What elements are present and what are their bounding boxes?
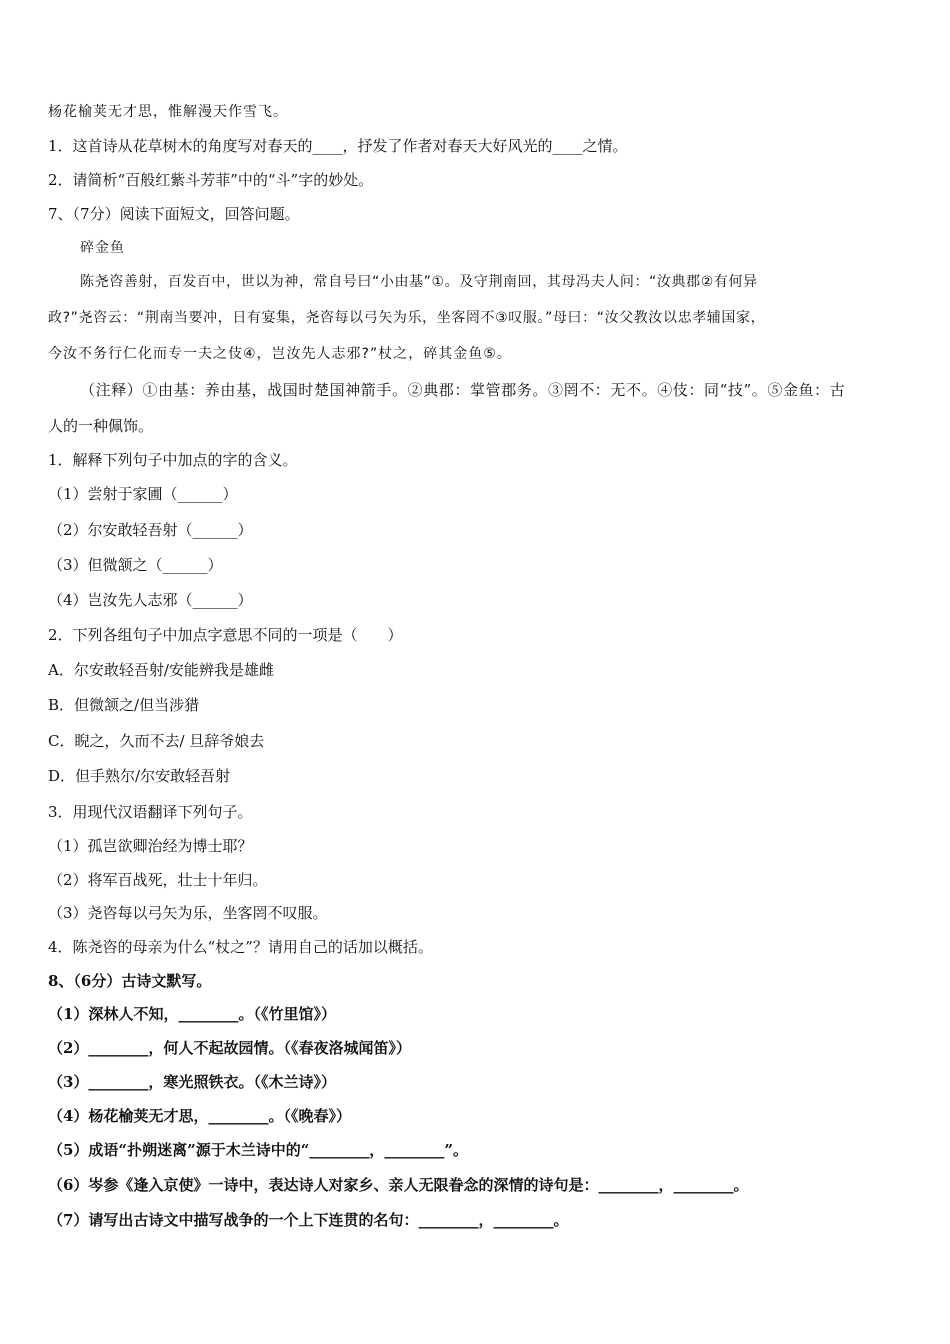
question-2: 2．请简析“百般红紫斗芳菲”中的“斗”字的妙处。	[48, 171, 374, 189]
annotation-line: 人的一种佩饰。	[48, 417, 154, 435]
recite-item: （1）深林人不知，________。（《竹里馆》）	[48, 1005, 336, 1023]
fill-item: （3）但微颔之（______）	[48, 556, 223, 574]
fill-item: （1）尝射于家圃（______）	[48, 485, 238, 503]
fill-item: （2）尔安敢轻吾射（______）	[48, 521, 253, 539]
option-c: C．睨之，久而不去/ 旦辞爷娘去	[48, 732, 265, 750]
translate-item: （1）孤岂欲卿治经为博士耶？	[48, 837, 253, 855]
recite-item: （7）请写出古诗文中描写战争的一个上下连贯的名句：________，________。	[48, 1211, 569, 1229]
poem-line: 杨花榆荚无才思，惟解漫天作雪飞。	[48, 104, 288, 120]
passage-line: 政?”尧咨云：“荆南当要冲，日有宴集，尧咨每以弓矢为乐，坐客罔不③叹服。”母曰：“汝父教汝以忠孝辅国家，	[48, 310, 766, 326]
sub-question-3: 3．用现代汉语翻译下列句子。	[48, 803, 253, 821]
annotation-line: （注释）①由基：养由基，战国时楚国神箭手。②典郡：掌管郡务。③罔不：无不。④伎：同“技”。⑤金鱼：古	[80, 381, 846, 399]
translate-item: （3）尧咨每以弓矢为乐，坐客罔不叹服。	[48, 904, 328, 922]
passage-line: 陈尧咨善射，百发百中，世以为神，常自号曰“小由基”①。及守荆南回，其母冯夫人问：“汝典郡②有何异	[80, 274, 758, 290]
option-a: A．尔安敢轻吾射/安能辨我是雄雌	[48, 661, 274, 679]
fill-item: （4）岂汝先人志邪（______）	[48, 591, 253, 609]
passage-line: 今汝不务行仁化而专一夫之伎④，岂汝先人志邪?”杖之，碎其金鱼⑤。	[48, 346, 512, 362]
recite-item: （6）岑参《逢入京使》一诗中，表达诗人对家乡、亲人无限眷念的深情的诗句是：________，________。	[48, 1176, 749, 1194]
recite-item: （5）成语“扑朔迷离”源于木兰诗中的“________，________”。	[48, 1141, 468, 1159]
section-8-heading: 8、（6分）古诗文默写。	[48, 972, 212, 990]
option-b: B．但微颔之/但当涉猎	[48, 696, 200, 714]
option-d: D．但手熟尔/尔安敢轻吾射	[48, 767, 231, 785]
section-7-heading: 7、（7分）阅读下面短文，回答问题。	[48, 205, 300, 223]
recite-item: （2）________，何人不起故园情。（《春夜洛城闻笛》）	[48, 1039, 411, 1057]
sub-question-2: 2．下列各组句子中加点字意思不同的一项是（ ）	[48, 626, 403, 644]
sub-question-4: 4．陈尧咨的母亲为什么“杖之”？请用自己的话加以概括。	[48, 938, 433, 956]
passage-title: 碎金鱼	[80, 240, 125, 256]
recite-item: （3）________，寒光照铁衣。（《木兰诗》）	[48, 1073, 336, 1091]
question-1: 1．这首诗从花草树木的角度写对春天的____，抒发了作者对春天大好风光的____之情。	[48, 137, 628, 155]
recite-item: （4）杨花榆荚无才思，________。（《晚春》）	[48, 1107, 351, 1125]
sub-question-1: 1．解释下列句子中加点的字的含义。	[48, 451, 298, 469]
translate-item: （2）将军百战死，壮士十年归。	[48, 871, 268, 889]
